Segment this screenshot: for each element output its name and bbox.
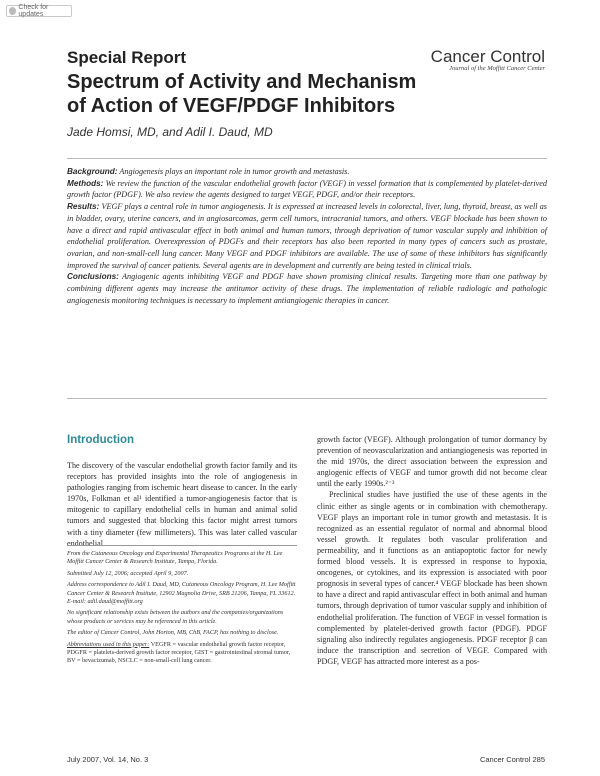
column-1 <box>67 460 297 549</box>
conclusions-label: Conclusions: <box>67 272 119 282</box>
affiliation-note: From the Cutaneous Oncology and Experimental Therapeutics Programs at the H. Lee Moffitt Cancer Center & Research Institute, Tampa, Florida. <box>67 550 283 566</box>
footnote-rule <box>67 545 297 546</box>
abbreviations-text: VEGFR = vascular endothelial growth factor receptor, PDGFR = platelets-derived growth factor receptor, GIST = gastrointestinal stromal tumor, BV = bevacizumab, NSCLC = non-small-cell lung cancer. <box>67 640 291 665</box>
check-for-updates-badge[interactable] <box>6 5 72 17</box>
submitted-note: Submitted July 12, 2006; accepted April 9, 2007. <box>67 569 189 577</box>
abstract-bottom-rule <box>67 398 547 399</box>
abstract-methods <box>67 178 547 201</box>
methods-text: We review the function of the vascular endothelial growth factor (VEGF) in vessel formation that is complemented by platelet-derived growth factor (PDGF). We also review the agents designed to target VEGF, PDGF, and/or their receptors. <box>67 178 547 200</box>
intro-paragraph-2: growth factor (VEGF). Although prolongation of tumor dormancy by prevention of neovascularization and antiangiogenesis was reported in the mid 1970s, the direct association between the expression and angiogenic effects of VEGF and tumor growth did not become clear until the early 1990s.²⁻³ <box>317 435 547 489</box>
address-note: Address correspondence to Adil I. Daud, MD, Cutaneous Oncology Program, H. Lee Moffitt Cancer Center & Research Institute, 12902 Magnolia Drive, SRB 21206, Tampa, FL 33612. E-mail: adil.daud@moffitt.org <box>67 581 296 606</box>
abstract-conclusions <box>67 271 547 306</box>
abstract <box>67 166 547 306</box>
title-line-1: Spectrum of Activity and Mechanism <box>67 71 417 93</box>
abbreviations-note <box>67 641 297 666</box>
footer-page: Cancer Control 285 <box>479 755 545 764</box>
section-label: Special Report <box>67 48 187 67</box>
background-label: Background: <box>67 167 118 176</box>
background-text: Angiogenesis plays an important role in tumor growth and metastasis. <box>117 167 350 176</box>
title-line-2: of Action of VEGF/PDGF Inhibitors <box>67 95 396 117</box>
journal-name: Cancer Control <box>430 47 545 66</box>
update-icon <box>9 7 16 15</box>
abbreviations-label: Abbreviations used in this paper: <box>67 640 150 648</box>
abstract-top-rule <box>67 158 547 159</box>
intro-paragraph-1: The discovery of the vascular endothelial growth factor family and its receptors has provided insights into the role of angiogenesis in pathologies ranging from ischemic heart disease to cancer. In the early 1970s, Folkman et al¹ identified a tumor-angiogenesis factor that is mitogenic to capillary endothelial cells in human and animal solid tumors and suggested that blocking this factor might arrest tumors with a tiny diameter (few millimeters). This was later called vascular endothelial <box>67 461 297 548</box>
article-title <box>67 70 416 118</box>
methods-label: Methods: <box>67 178 104 188</box>
footer-issue: July 2007, Vol. 14, No. 3 <box>67 755 149 764</box>
editor-note: The editor of Cancer Control, John Horton, MB, ChB, FACP, has nothing to disclose. <box>67 629 279 637</box>
footnotes <box>67 550 297 669</box>
abstract-results <box>67 201 547 271</box>
abstract-background <box>67 166 547 178</box>
intro-paragraph-3: Preclinical studies have justified the use of these agents in the clinic either as single agents or in combination with chemotherapy. VEGF plays an important role in tumor growth and metastasis. It is recognized as an essential regulator of normal and abnormal blood vessel growth. It regulates both vascular proliferation and permeability, and it functions as an antiapoptotic factor for newly formed blood vessels. It is expressed in response to hypoxia, oncogenes, or cytokines, and its expression is associated with poor prognosis in several types of cancer.⁴ VEGF blockade has been shown to have a direct and rapid antivascular effect in both animal and human tumors, through deprivation of tumor vascular supply and inhibition of endothelial proliferation. The function of VEGF in vessel formation is complemented by platelet-derived growth factor (PDGF). PDGF signaling also indirectly regulates angiogenesis. PDGF receptor β can induce the transcription and secretion of VEGF. Compared with PDGF, VEGF has attracted more interest as a pos- <box>317 490 547 666</box>
badge-label: Check for updates <box>18 4 49 18</box>
conclusions-text: Angiogenic agents inhibiting VEGF and PDGF have shown promising clinical results. Targeting more than one pathway by combining different agents may increase the antitumor activity of these drugs. The implementation of reliable radiologic and pathologic angiogenesis monitoring techniques is necessary to implement antiangiogenic therapies in cancer. <box>67 272 547 305</box>
column-2 <box>317 434 547 667</box>
journal-masthead <box>431 48 545 72</box>
introduction-heading: Introduction <box>67 434 135 446</box>
disclosure-note: No significant relationship exists between the authors and the companies/organizations whose products or services may be referenced in this article. <box>67 609 284 625</box>
journal-subtitle: Journal of the Moffitt Cancer Center <box>449 65 545 72</box>
results-text: VEGF plays a central role in tumor angiogenesis. It is expressed at increased levels in colorectal, liver, lung, thyroid, breast, as well as in bladder, ovary, uterine cancers, and in angiosarcomas, germ cell tumors, intracranial tumors, and others. VEGF blockade has been shown to have a direct and rapid antivascular effect in both animal and human tumors, through deprivation of tumor vascular supply and inhibition of endothelial proliferation. Overexpression of PDGFs and their receptors has also been reported in many types of cancers such as prostate, ovarian, and non-small-cell lung cancer. Many VEGF and PDGF inhibitors are available. The use of some of these inhibitors has significantly improved the survival of cancer patients. Several agents are in development and currently are being tested in clinical trials. <box>67 202 547 270</box>
authors: Jade Homsi, MD, and Adil I. Daud, MD <box>67 125 273 139</box>
results-label: Results: <box>67 202 100 212</box>
